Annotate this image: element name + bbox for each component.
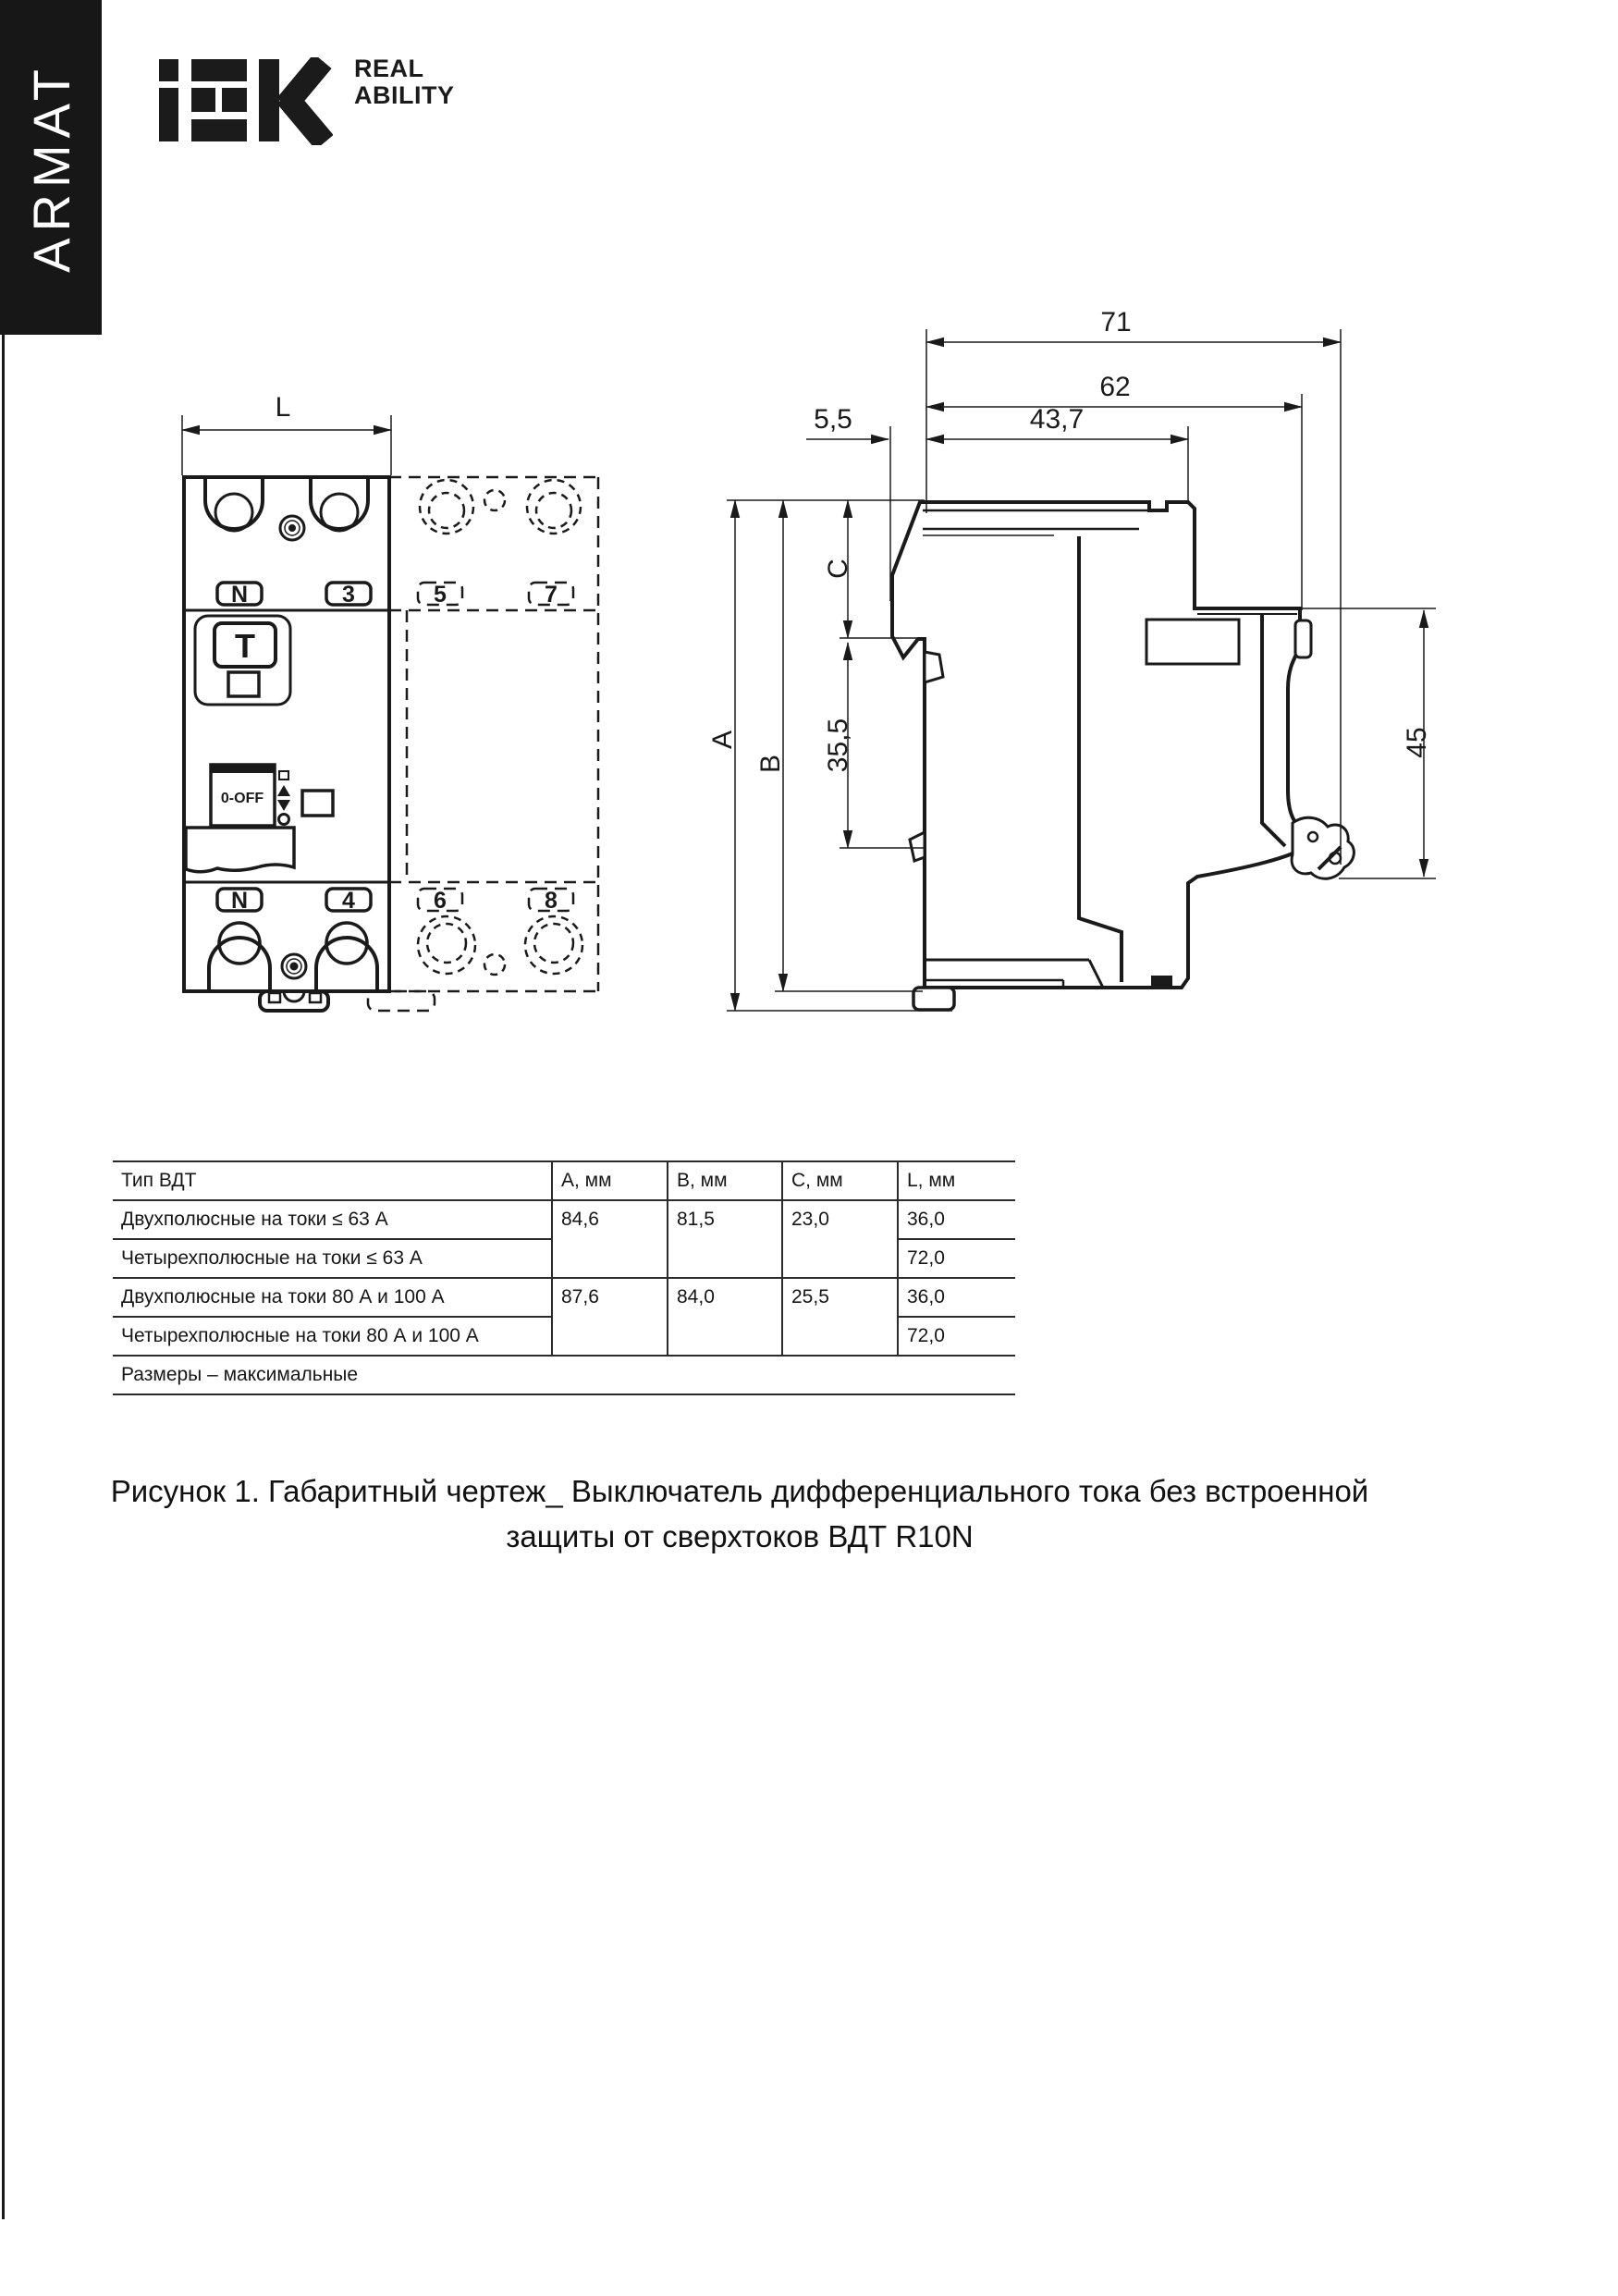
iek-logo — [157, 57, 333, 145]
side-dim-71: 71 — [1100, 307, 1132, 338]
terminal-label-7: 7 — [545, 582, 558, 608]
terminal-label-6: 6 — [434, 888, 447, 914]
table-footnote: Размеры – максимальные — [113, 1356, 1015, 1394]
value-a: 84,6 — [552, 1200, 668, 1278]
value-l: 36,0 — [898, 1200, 1015, 1239]
side-dim-35-5: 35,5 — [823, 718, 853, 773]
table-row — [113, 1278, 1015, 1317]
table-footnote-row — [113, 1356, 1015, 1394]
col-header-type: Тип ВДТ — [113, 1161, 552, 1200]
table-row — [113, 1200, 1015, 1239]
side-dim-A: A — [707, 730, 738, 750]
side-dim-62: 62 — [1099, 372, 1131, 402]
front-view — [182, 415, 598, 1011]
terminal-label-4: 4 — [342, 888, 355, 914]
terminal-label-n-top: N — [230, 582, 249, 608]
tagline-line2: ABILITY — [354, 81, 455, 109]
row-type: Четырехполюсные на токи 80 А и 100 А — [113, 1317, 552, 1356]
brand-tagline — [354, 55, 455, 109]
col-header-a: A, мм — [552, 1161, 668, 1200]
col-header-b: B, мм — [668, 1161, 782, 1200]
row-type: Двухполюсные на токи ≤ 63 А — [113, 1200, 552, 1239]
terminal-label-5: 5 — [434, 582, 447, 608]
switch-label: 0-OFF — [220, 791, 264, 806]
row-type: Двухполюсные на токи 80 А и 100 А — [113, 1278, 552, 1317]
side-dim-C: C — [823, 559, 853, 579]
tagline-line1: REAL — [354, 55, 424, 82]
side-dim-5-5: 5,5 — [814, 404, 852, 435]
armat-series-label: ARMAT — [21, 62, 80, 273]
caption-line2: защиты от сверхтоков ВДТ R10N — [506, 1519, 974, 1553]
figure-caption — [92, 1468, 1387, 1559]
side-dim-43-7: 43,7 — [1029, 404, 1085, 435]
test-button-label: T — [235, 627, 255, 665]
value-c: 25,5 — [782, 1278, 898, 1356]
col-header-c: C, мм — [782, 1161, 898, 1200]
row-type: Четырехполюсные на токи ≤ 63 А — [113, 1239, 552, 1278]
armat-series-bar — [0, 0, 102, 335]
table-header-row — [113, 1161, 1015, 1200]
dimensions-table — [113, 1160, 1015, 1395]
side-dim-B: B — [755, 754, 786, 774]
front-dim-L: L — [275, 392, 291, 423]
value-l: 72,0 — [898, 1317, 1015, 1356]
value-l: 72,0 — [898, 1239, 1015, 1278]
value-a: 87,6 — [552, 1278, 668, 1356]
terminal-label-n-bottom: N — [230, 888, 249, 914]
dimensional-drawing — [111, 296, 1461, 1036]
col-header-l: L, мм — [898, 1161, 1015, 1200]
value-l: 36,0 — [898, 1278, 1015, 1317]
side-dim-45: 45 — [1402, 727, 1432, 758]
terminal-label-3: 3 — [342, 582, 355, 608]
caption-line1: Рисунок 1. Габаритный чертеж_ Выключатель дифференциального тока без встроенной — [110, 1474, 1369, 1508]
value-b: 84,0 — [668, 1278, 782, 1356]
terminal-label-8: 8 — [545, 888, 558, 914]
value-c: 23,0 — [782, 1200, 898, 1278]
value-b: 81,5 — [668, 1200, 782, 1278]
